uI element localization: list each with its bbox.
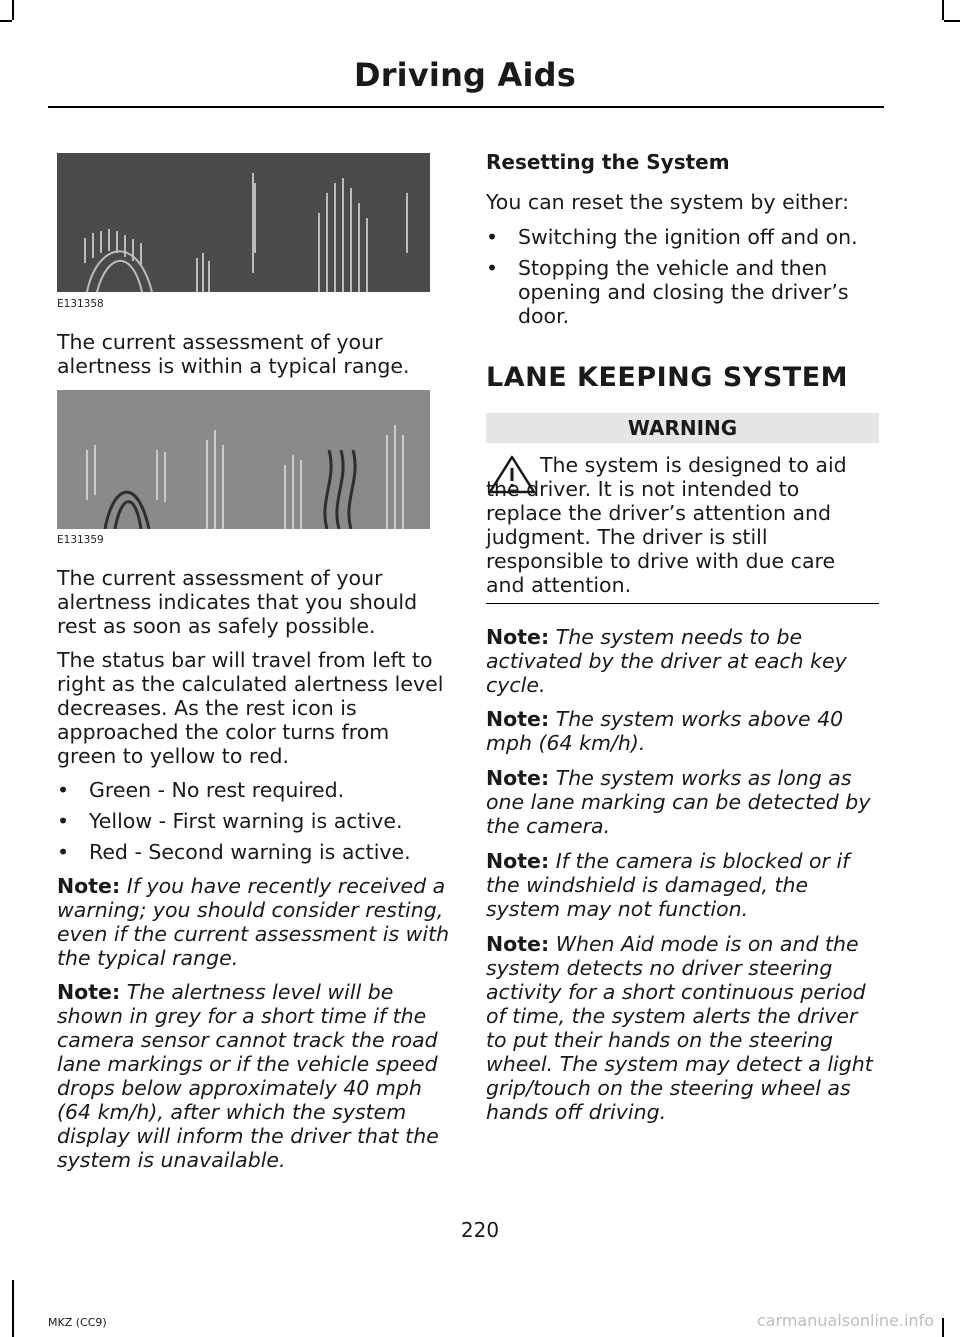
list-item (57, 778, 450, 802)
note (486, 932, 879, 1124)
alertness-figure-typical (57, 153, 430, 292)
warning-text-content: The system is designed to aid the driver. It is not intended to replace the driver’s attention and judgment. The driver is still responsible to drive with due care and attention. (486, 453, 847, 597)
list-item-text: Red - Second warning is active. (89, 840, 411, 864)
paragraph-text: The status bar will travel from left to right as the calculated alertness level decreases. As the rest icon is approached the color turns from green to yellow to red. (57, 648, 444, 768)
paragraph-text: The current assessment of your alertness is within a typical range. (57, 330, 410, 378)
list-item (486, 225, 879, 249)
note-label: Note: (486, 766, 550, 790)
list-item-text: Green - No rest required. (89, 778, 345, 802)
list-item-text: Yellow - First warning is active. (89, 809, 403, 833)
warning-text (486, 453, 879, 597)
note (486, 766, 879, 838)
note-text: The alertness level will be shown in grey for a short time if the camera sensor cannot track the road lane markings or if the vehicle speed drops below approximately 40 mph (64 km/h), after which the system display will inform the driver that the system is unavailable. (57, 980, 439, 1172)
section-title: LANE KEEPING SYSTEM (486, 362, 849, 393)
bullet-dot: • (486, 256, 499, 280)
note-label: Note: (57, 980, 121, 1004)
note-label: Note: (486, 849, 550, 873)
figure-id: E131359 (57, 534, 104, 546)
crop-mark (942, 1318, 944, 1337)
crop-mark (12, 0, 14, 20)
paragraph (486, 190, 879, 214)
bullet-dot: • (486, 225, 499, 249)
note-label: Note: (57, 874, 121, 898)
warning-rule (486, 603, 879, 604)
note-text: The system works as long as one lane marking can be detected by the camera. (486, 766, 871, 838)
paragraph (57, 330, 450, 378)
crop-mark (942, 0, 944, 20)
subsection-title: Resetting the System (486, 150, 730, 174)
note-label: Note: (486, 932, 550, 956)
list-item (57, 809, 450, 833)
page-header-title: Driving Aids (353, 56, 576, 94)
list-item (486, 256, 879, 328)
note-label: Note: (486, 707, 550, 731)
paragraph-text: You can reset the system by either: (486, 190, 850, 214)
paragraph (57, 566, 450, 638)
warning-header: WARNING (486, 413, 879, 443)
note-text: The system works above 40 mph (64 km/h). (486, 707, 844, 755)
note (57, 980, 450, 1172)
list-item (57, 840, 450, 864)
crop-mark (944, 20, 960, 22)
crop-mark (12, 1280, 14, 1337)
crop-mark (0, 20, 12, 22)
header-rule (48, 106, 884, 108)
list-item-text: Stopping the vehicle and then opening and closing the driver’s door. (518, 256, 849, 328)
watermark: carmanualsonline.info (756, 1311, 934, 1330)
note-text: The system needs to be activated by the driver at each key cycle. (486, 625, 847, 697)
bullet-dot: • (57, 809, 70, 833)
paragraph (57, 648, 450, 768)
note (486, 707, 879, 755)
note (486, 625, 879, 697)
note-label: Note: (486, 625, 550, 649)
bullet-dot: • (57, 840, 70, 864)
paragraph-text: The current assessment of your alertness indicates that you should rest as soon as safely possible. (57, 566, 418, 638)
note (57, 874, 450, 970)
alertness-figure-rest (57, 390, 430, 529)
note-text: If the camera is blocked or if the windshield is damaged, the system may not function. (486, 849, 850, 921)
note (486, 849, 879, 921)
page-number: 220 (460, 1218, 500, 1242)
note-text: If you have recently received a warning; you should consider resting, even if the current assessment is with the typical range. (57, 874, 450, 970)
figure-id: E131358 (57, 298, 104, 310)
note-text: When Aid mode is on and the system detects no driver steering activity for a short continuous period of time, the system alerts the driver to put their hands on the steering wheel. The system may detect a light grip/touch on the steering wheel as hands off driving. (486, 932, 873, 1124)
footer-model: MKZ (CC9) (48, 1316, 107, 1329)
bullet-dot: • (57, 778, 70, 802)
list-item-text: Switching the ignition off and on. (518, 225, 858, 249)
